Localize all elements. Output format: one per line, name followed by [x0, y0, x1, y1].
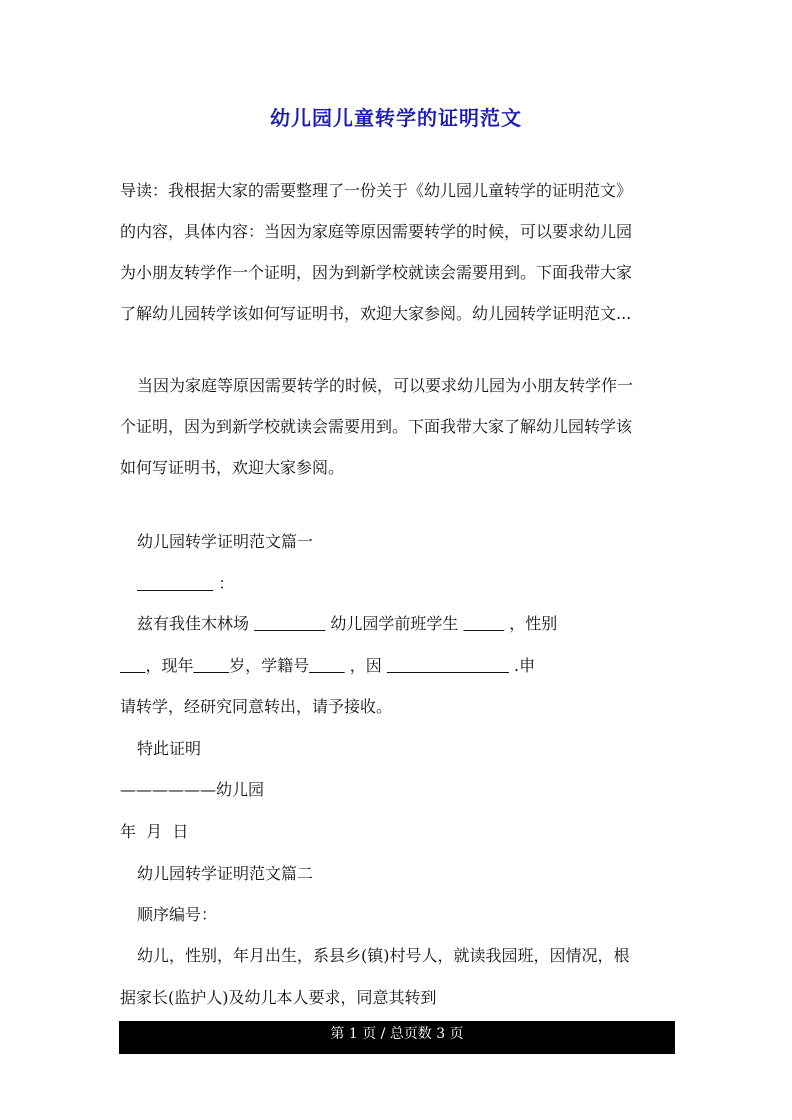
footer-unit: 页 [449, 1026, 464, 1042]
form-text: ，因 [349, 656, 382, 675]
footer-separator: / [380, 1026, 386, 1042]
blank-field [193, 656, 229, 675]
form-text: ，现年 [145, 656, 194, 675]
blank-field [387, 656, 509, 675]
footer-unit: 页 [362, 1026, 377, 1042]
page-number: 1 [348, 1026, 358, 1042]
footer-prefix: 第 [330, 1026, 345, 1042]
form-text: .申 [514, 656, 536, 675]
blank-field [137, 574, 213, 593]
form-line [137, 614, 557, 634]
page-footer [119, 1021, 675, 1054]
blank-field [254, 614, 325, 633]
paragraph-line: 据家长(监护人)及幼儿本人要求，同意其转到 [120, 988, 437, 1007]
intro-line: 为小朋友转学作一个证明，因为到新学校就读会需要用到。下面我带大家 [120, 263, 633, 282]
form-line [120, 656, 535, 676]
intro-line: 了解幼儿园转学该如何写证明书，欢迎大家参阅。幼儿园转学证明范文... [120, 304, 632, 323]
form-text: 岁，学籍号 [229, 656, 310, 675]
total-pages: 3 [436, 1026, 446, 1042]
paragraph-line: 幼儿，性别，年月出生，系县乡(镇)村号人，就读我园班，因情况，根 [137, 946, 630, 965]
document-title: 幼儿园儿童转学的证明范文 [270, 106, 522, 130]
blank-field [309, 656, 345, 675]
blank-field [120, 656, 145, 675]
form-text: 兹有我佳木林场 [137, 614, 250, 633]
blank-field [464, 614, 505, 633]
certify-line: 特此证明 [137, 739, 202, 758]
intro-line: 导读：我根据大家的需要整理了一份关于《幼儿园儿童转学的证明范文》 [120, 181, 633, 200]
section-heading: 幼儿园转学证明范文篇二 [137, 864, 314, 883]
salutation-line [137, 574, 234, 594]
date-line: 年 月 日 [120, 822, 189, 841]
section-heading: 幼儿园转学证明范文篇一 [137, 532, 314, 551]
paragraph-line: 如何写证明书，欢迎大家参阅。 [120, 458, 345, 477]
footer-total-label: 总页数 [389, 1026, 432, 1042]
form-text: ，性别 [509, 614, 558, 633]
form-text: 幼儿园学前班学生 [330, 614, 459, 633]
paragraph-line: 当因为家庭等原因需要转学的时候，可以要求幼儿园为小朋友转学作一 [137, 376, 634, 395]
paragraph-line: 个证明，因为到新学校就读会需要用到。下面我带大家了解幼儿园转学该 [120, 417, 633, 436]
intro-line: 的内容，具体内容：当因为家庭等原因需要转学的时候，可以要求幼儿园 [120, 222, 633, 241]
salutation-colon: ： [218, 574, 235, 593]
serial-line: 顺序编号： [137, 905, 218, 924]
form-line: 请转学，经研究同意转出，请予接收。 [120, 697, 393, 716]
school-line: ——————幼儿园 [120, 780, 265, 799]
